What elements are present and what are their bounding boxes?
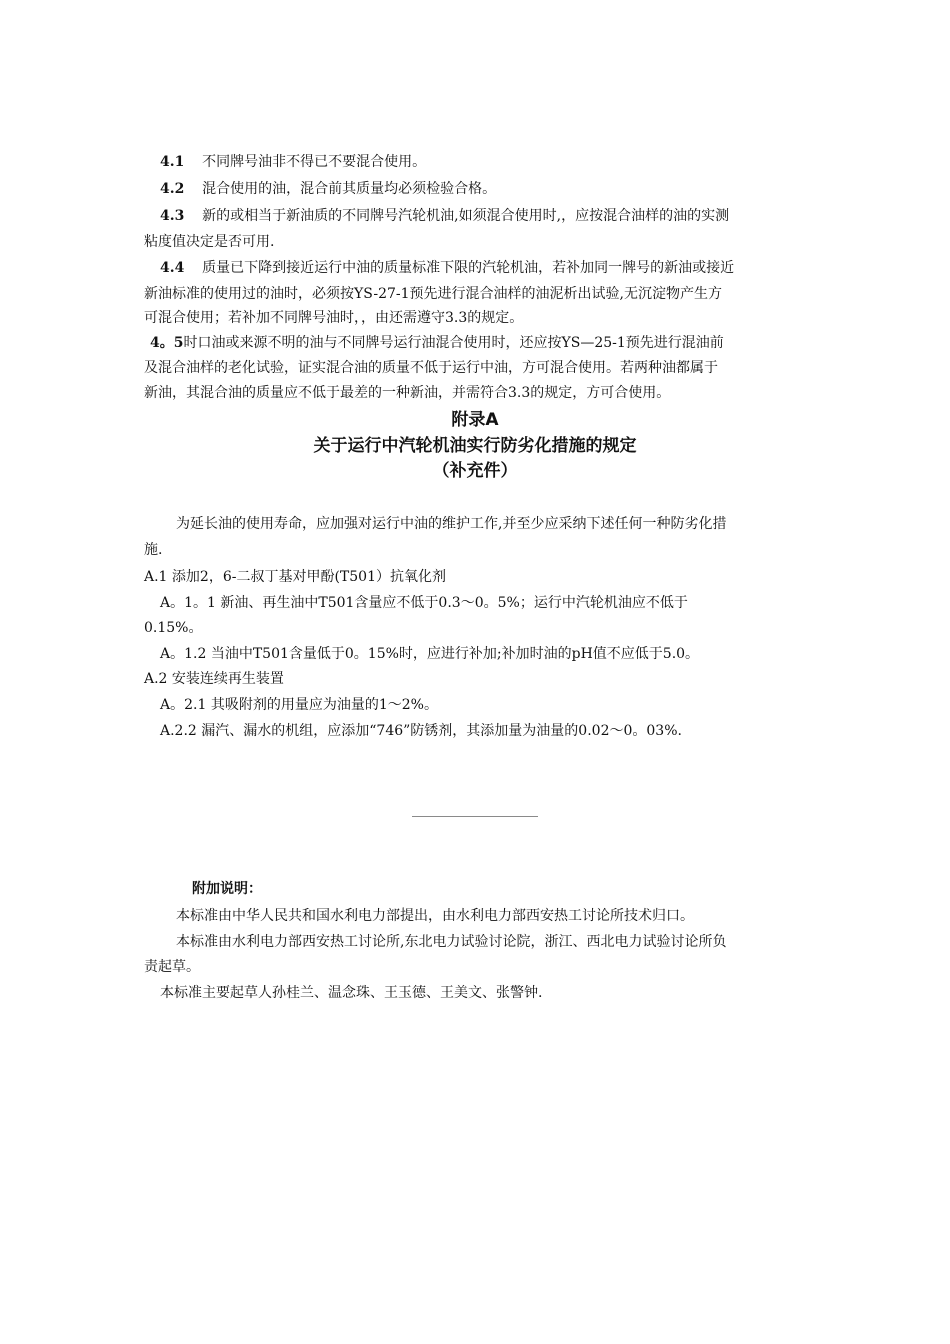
section-4-4 <box>160 258 734 278</box>
note-1: 本标准由中华人民共和国水利电力部提出，由水利电力部西安热工讨论所技术归口。 <box>176 908 694 924</box>
appendix-heading: 关于运行中汽轮机油实行防劣化措施的规定 <box>313 436 637 456</box>
section-text: 时口油或来源不明的油与不同牌号运行油混合使用时，还应按YS—25-1预先进行混油前 <box>183 335 724 351</box>
item-a1-1-cont: 0.15%。 <box>144 620 203 636</box>
item-a2-1: A。2.1 其吸附剂的用量应为油量的1～2%。 <box>160 697 438 713</box>
section-4-2 <box>160 179 496 199</box>
divider-line <box>412 816 538 817</box>
section-4-4-cont-2: 可混合使用；若补加不同牌号油时，，由还需遵守3.3的规定。 <box>144 310 524 326</box>
section-4-3 <box>160 206 729 226</box>
section-text: 混合使用的油，混合前其质量均必须检验合格。 <box>202 181 497 197</box>
item-a2-2: A.2.2 漏汽、漏水的机组，应添加“746”防锈剂，其添加量为油量的0.02～0。03%. <box>160 723 682 739</box>
appendix-title: 附录A <box>451 410 499 430</box>
appendix-subtitle: （补充件） <box>432 461 518 481</box>
section-number: 4.3 <box>160 208 185 224</box>
section-text: 质量已下降到接近运行中油的质量标准下限的汽轮机油，若补加同一牌号的新油或接近 <box>202 260 735 276</box>
note-2-cont: 责起草。 <box>144 959 200 975</box>
section-4-1 <box>160 152 426 172</box>
section-number: 4.2 <box>160 181 185 197</box>
item-a1-1: A。1。1 新油、再生油中T501含量应不低于0.3～0。5%；运行中汽轮机油应不低于 <box>160 595 688 611</box>
section-4-5-cont-1: 及混合油样的老化试验，证实混合油的质量不低于运行中油，方可混合使用。若两种油都属于 <box>144 360 718 376</box>
section-text: 新的或相当于新油质的不同牌号汽轮机油,如须混合使用时,，应按混合油样的油的实测 <box>202 208 730 224</box>
section-number: 4。5 <box>150 335 184 351</box>
section-4-5 <box>150 333 724 353</box>
item-a2: A.2 安装连续再生装置 <box>144 671 284 687</box>
notes-label: 附加说明： <box>192 881 262 897</box>
item-a1-2: A。1.2 当油中T501含量低于0。15%时，应进行补加;补加时油的pH值不应低于5.0。 <box>160 646 700 662</box>
section-text: 不同牌号油非不得已不要混合使用。 <box>202 154 427 170</box>
section-4-4-cont-1: 新油标准的使用过的油时，必须按YS-27-1预先进行混合油样的油泥析出试验,无沉淀物产生方 <box>144 286 722 302</box>
section-number: 4.4 <box>160 260 185 276</box>
note-2: 本标准由水利电力部西安热工讨论所,东北电力试验讨论院，浙江、西北电力试验讨论所负 <box>176 934 727 950</box>
appendix-intro-cont: 施. <box>144 542 163 558</box>
section-4-3-cont: 粘度值决定是否可用. <box>144 234 275 250</box>
section-number: 4.1 <box>160 154 185 170</box>
note-3: 本标准主要起草人孙桂兰、温念珠、王玉德、王美文、张警钟. <box>160 985 543 1001</box>
appendix-intro: 为延长油的使用寿命，应加强对运行中油的维护工作,并至少应采纳下述任何一种防劣化措 <box>176 516 727 532</box>
item-a1: A.1 添加2，6-二叔丁基对甲酚(T501）抗氧化剂 <box>144 569 446 585</box>
section-4-5-cont-2: 新油，其混合油的质量应不低于最差的一种新油，并需符合3.3的规定，方可合使用。 <box>144 385 671 401</box>
